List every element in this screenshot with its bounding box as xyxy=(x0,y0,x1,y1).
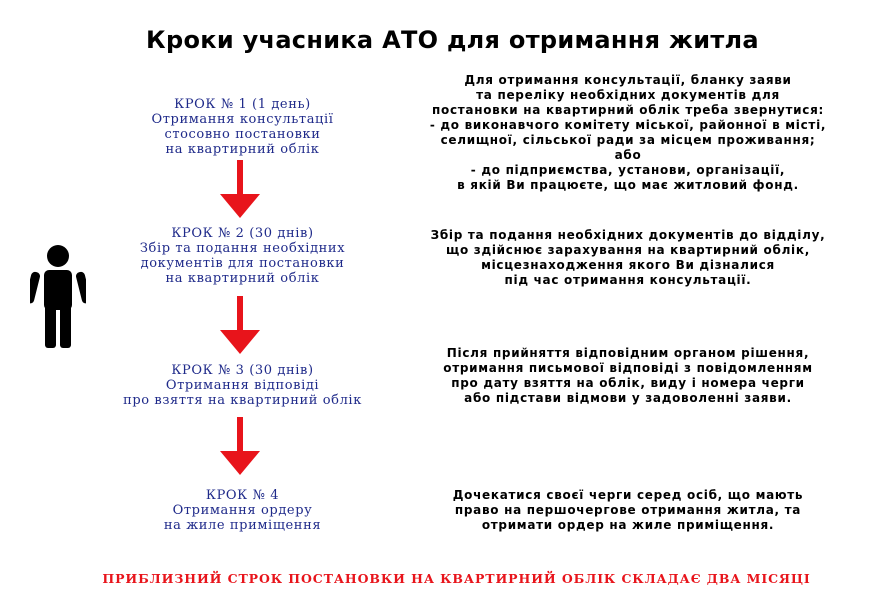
step-2-line: Збір та подання необхідних xyxy=(139,241,346,256)
step-1-line: КРОК № 1 (1 день) xyxy=(174,97,311,112)
step-4-line: Отримання ордеру xyxy=(172,503,313,518)
description-line: отримання письмової відповіді з повідомленням xyxy=(443,361,813,375)
person-silhouette-icon xyxy=(30,244,86,348)
down-arrow-icon xyxy=(220,296,260,354)
down-arrow-icon xyxy=(220,160,260,218)
step-1-label xyxy=(100,97,385,157)
description-line: право на першочергове отримання житла, та xyxy=(454,503,802,517)
footer-note: ПРИБЛИЗНИЙ СТРОК ПОСТАНОВКИ НА КВАРТИРНИЙ ОБЛІК СКЛАДАЄ ДВА МІСЯЦІ xyxy=(102,571,811,586)
step-1-line: на квартирний облік xyxy=(165,142,320,157)
step-1-line: стосовно постановки xyxy=(164,127,321,142)
description-line: місцезнаходження якого Ви дізналися xyxy=(481,258,775,272)
description-line: Дочекатися своєї черги серед осіб, що мають xyxy=(452,488,804,502)
step-1-line: Отримання консультації xyxy=(151,112,334,127)
description-line: постановки на квартирний облік треба звернутися: xyxy=(432,103,824,117)
step-2-label xyxy=(100,226,385,286)
description-line: або підстави відмови у задоволенні заяви. xyxy=(464,391,792,405)
step-3-description xyxy=(393,346,863,406)
step-2-line: КРОК № 2 (30 днів) xyxy=(171,226,314,241)
step-3-label xyxy=(100,363,385,408)
page-title: Кроки учасника АТО для отримання житла xyxy=(146,26,759,54)
step-4-label xyxy=(100,488,385,533)
description-line: що здійснює зарахування на квартирний облік, xyxy=(446,243,810,257)
description-line: - до підприємства, установи, організації, xyxy=(470,163,786,177)
step-2-line: на квартирний облік xyxy=(165,271,320,286)
description-line: та переліку необхідних документів для xyxy=(476,88,780,102)
description-line: під час отримання консультації. xyxy=(504,273,752,287)
description-line: отримати ордер на жиле приміщення. xyxy=(481,518,775,532)
step-2-description xyxy=(393,228,863,288)
step-3-line: про взяття на квартирний облік xyxy=(123,393,362,408)
step-2-line: документів для постановки xyxy=(140,256,345,271)
step-1-description xyxy=(393,73,863,193)
description-line: Після прийняття відповідним органом рішення, xyxy=(446,346,810,360)
description-line: про дату взяття на облік, виду і номера черги xyxy=(451,376,805,390)
description-line: в якій Ви працюєте, що має житловий фонд. xyxy=(457,178,799,192)
description-line: Для отримання консультації, бланку заяви xyxy=(464,73,792,87)
step-3-line: Отримання відповіді xyxy=(165,378,320,393)
step-4-line: на жиле приміщення xyxy=(163,518,322,533)
description-line: - до виконавчого комітету міської, районної в місті, xyxy=(429,118,827,132)
down-arrow-icon xyxy=(220,417,260,475)
description-line: або xyxy=(614,148,642,162)
step-3-line: КРОК № 3 (30 днів) xyxy=(171,363,314,378)
description-line: селищної, сільської ради за місцем проживання; xyxy=(440,133,816,147)
step-4-description xyxy=(393,488,863,533)
description-line: Збір та подання необхідних документів до відділу, xyxy=(430,228,826,242)
step-4-line: КРОК № 4 xyxy=(205,488,280,503)
